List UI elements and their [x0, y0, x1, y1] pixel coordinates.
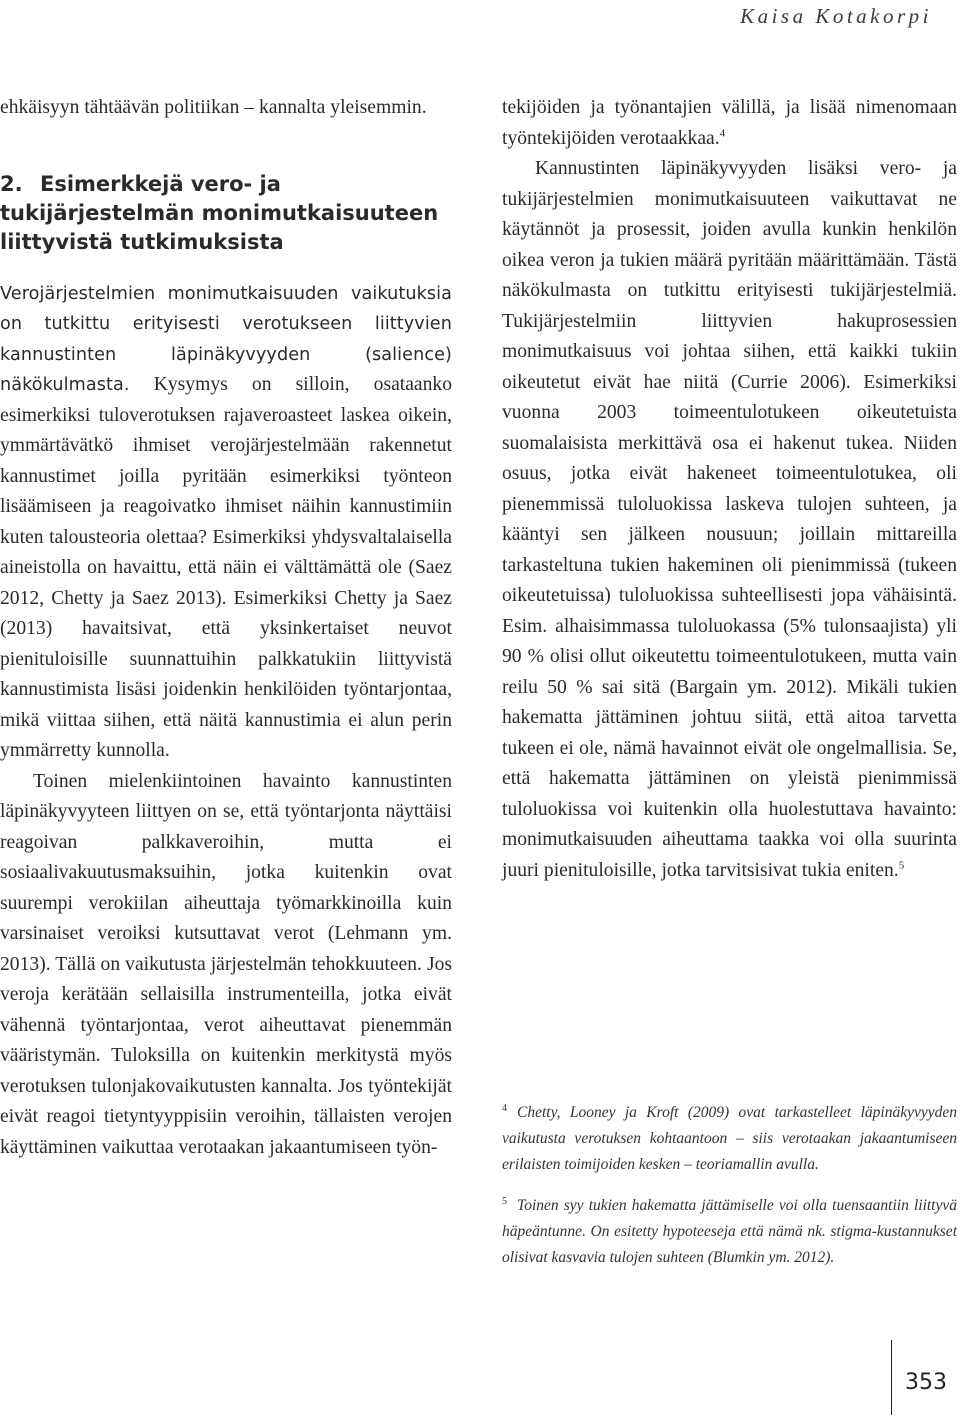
footnotes-section	[502, 1100, 957, 1286]
right-text-column	[502, 93, 957, 886]
body-paragraph-2: Toinen mielenkiintoinen havainto kannustinten läpinäkyvyyteen liittyen on se, että työntarjonta näyttäisi reagoivan palkkaveroihin, mutta ei sosiaalivakuutusmaksuihin, jotka kuitenkin ovat suurempi verokiilan aiheuttaja työmarkkinoilla kuin varsinaiset veroiksi kutsuttavat verot (Lehmann ym. 2013). Tällä on vaikutusta järjestelmän tehokkuuteen. Jos veroja kerätään sellaisilla instrumenteilla, jotka eivät vähennä työntarjontaa, verot aiheuttavat pienemmän vääristymän. Tuloksilla on kuitenkin merkitystä myös verotuksen tulonjakovaikutusten kannalta. Jos työntekijät eivät reagoi tietyntyyppisiin veroihin, tällaisten verojen käyttäminen vaikuttaa verotaakan jakaantumiseen työn-	[0, 770, 452, 1158]
body-paragraph-1	[0, 279, 452, 767]
intro-paragraph: ehkäisyyn tähtäävän politiikan – kannalta yleisemmin.	[0, 97, 427, 118]
footnote-ref-4[interactable]: 4	[719, 126, 726, 139]
footnote-4-mark: 4	[502, 1102, 507, 1114]
continued-paragraph-text: tekijöiden ja työnantajien välillä, ja lisää nimenomaan työntekijöiden verotaakkaa.	[502, 97, 957, 149]
footnote-4-text: Chetty, Looney ja Kroft (2009) ovat tarkastelleet läpinäkyvyyden vaikutusta verotuksen kohtaantoon – siis verotaakan jakaantumiseen erilaisten toimijoiden kesken – teoriamallin avulla.	[502, 1104, 957, 1173]
section-heading	[0, 170, 452, 257]
footnote-5-mark: 5	[502, 1195, 507, 1207]
continued-paragraph	[502, 93, 957, 154]
footnote-5	[502, 1193, 957, 1271]
body-paragraph-3	[502, 154, 957, 886]
body-paragraph-3-text: Kannustinten läpinäkyvyyden lisäksi vero- ja tukijärjestelmien monimutkaisuuteen vaikuttavat ne käytännöt ja prosessit, joiden avulla kunkin henkilön oikea veron ja tukien määrä pyritään määrittämään. Tästä näkökulmasta on tutkittu erityisesti tukijärjestelmiä. Tukijärjestelmiin liittyvien hakuprosessien monimutkaisuus voi johtaa siihen, että kaikki tukiin oikeutetut eivät hae niitä (Currie 2006). Esimerkiksi vuonna 2003 toimeentulotukeen oikeutetuista suomalaisista merkittävä osa ei hakenut tukea. Niiden osuus, jotka eivät hakeneet toimeentulotukea, oli pienemmissä tuloluokissa laskeva tulojen suhteen, ja kääntyi sen jälkeen nousuun; joillain mittareilla tarkasteltuna tukien hakeminen oli pienimmissä (tukeen oikeutetuissa) tuloluokissa suhteellisesti jopa vähäisintä. Esim. alhaisimmassa tuloluokassa (5% tulonsaajista) yli 90 % olisi ollut oikeutettu toimeentulotukeen, mutta vain reilu 50 % sai sitä (Bargain ym. 2012). Mikäli tukien hakematta jättäminen johtuu siitä, että aitoa tarvetta tukeen ei ole, nämä havainnot eivät ole ongelmallisia. Se, että hakematta jättäminen on yleistä pienimmissä tuloluokissa voi kuitenkin olla huolestuttava havainto: monimutkaisuuden aiheuttama taakka voi olla suurinta juuri pienituloisille, jotka tarvitsisivat tukia eniten.	[502, 158, 957, 881]
page-number-rule	[891, 1340, 892, 1415]
section-number: 2.	[0, 171, 23, 196]
footnote-4	[502, 1100, 957, 1178]
page-number: 353	[905, 1370, 947, 1395]
running-head-author: Kaisa Kotakorpi	[740, 4, 932, 28]
left-text-column	[0, 93, 452, 1163]
footnote-5-text: Toinen syy tukien hakematta jättämiselle voi olla tuensaantiin liittyvä häpeäntunne. On esitetty hypoteeseja että nämä nk. stigma-kustannukset olisivat kasvavia tulojen suhteen (Blumkin ym. 2012).	[502, 1197, 957, 1266]
body-paragraph-1-rest: Kysymys on silloin, osataanko esimerkiksi tuloverotuksen rajaveroasteet laskea oikein, ymmärtävätkö ihmiset verojärjestelmään rakennetut kannustimet joilla pyritään esimerkiksi työnteon lisäämiseen ja reagoivatko ihmiset näihin kannustimiin kuten talousteoria olettaa? Esimerkiksi yhdysvaltalaisella aineistolla on havaittu, että näin ei välttämättä ole (Saez 2012, Chetty ja Saez 2013). Esimerkiksi Chetty ja Saez (2013) havaitsivat, että yksinkertaiset neuvot pienituloisille suunnattuihin palkkatukiin liittyvistä kannustimista lisäsi joidenkin henkilöiden työntarjontaa, mikä viittaa siihen, että näitä kannustimia ei alun perin ymmärretty kunnolla.	[0, 374, 452, 761]
footnote-ref-5[interactable]: 5	[898, 858, 905, 871]
body-paragraph-1-lead: Verojärjestelmien monimutkaisuuden vaikutuksia on tutkittu erityisesti verotukseen liittyvien kannustinten läpinäkyvyyden (salience) näkökulmasta.	[0, 283, 452, 395]
section-title: Esimerkkejä vero- ja tukijärjestelmän monimutkaisuuteen liittyvistä tutkimuksista	[0, 171, 439, 254]
